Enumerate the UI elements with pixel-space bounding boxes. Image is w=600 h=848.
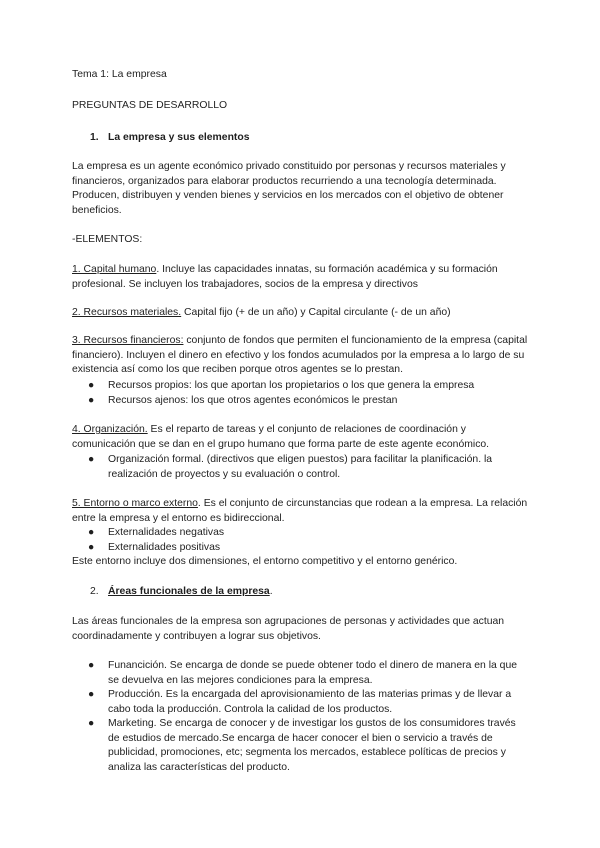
- element-5-bullet-1: Externalidades negativas: [108, 527, 225, 538]
- q1-number: 1.: [90, 132, 99, 143]
- bullet-icon: ●: [88, 395, 95, 406]
- bullet-icon: ●: [88, 542, 95, 553]
- q2-intro: Las áreas funcionales de la empresa son agrupaciones de personas y actividades que actuan coordinadamente y contribuyen a lograr sus objetivos.: [72, 616, 505, 642]
- bullet-icon: ●: [88, 527, 95, 538]
- element-3-text: conjunto de fondos que permiten el funcionamiento de la empresa (capital financiero). Incluyen el dinero en efectivo y los fondos acumulados por la empresa a lo largo de su existencia así como los que reciben porque otros agentes se lo prestan.: [72, 335, 528, 376]
- q2-title-suffix: .: [269, 586, 273, 597]
- bullet-icon: ●: [88, 718, 95, 729]
- element-5-text: . Es el conjunto de circunstancias que rodean a la empresa. La relación entre la empresa y el entorno es bidireccional.: [72, 498, 528, 524]
- element-2-paragraph: [72, 306, 532, 321]
- element-5-label: 5. Entorno o marco externo: [72, 498, 198, 509]
- element-5-paragraph: [72, 497, 532, 526]
- q2-number: 2.: [90, 586, 99, 597]
- bullet-icon: ●: [88, 689, 95, 700]
- elements-heading: -ELEMENTOS:: [72, 234, 143, 245]
- document-title: Tema 1: La empresa: [72, 69, 167, 80]
- element-4-text: Es el reparto de tareas y el conjunto de relaciones de coordinación y comunicación que se dan en el grupo humano que forma parte de este agente económico.: [72, 424, 490, 450]
- element-4-bullet-1: Organización formal. (directivos que eligen puestos) para facilitar la planificación. la realización de proyectos y su evaluación o control.: [108, 454, 493, 480]
- q2-bullet-1: Funancición. Se encarga de donde se puede obtener todo el dinero de manera en la que se devuelva en las mejores condiciones para la empresa.: [108, 660, 517, 686]
- element-1-text: . Incluye las capacidades innatas, su formación académica y su formación profesional. Se incluyen los trabajadores, socios de la empresa y directivos: [72, 264, 498, 290]
- q1-title: La empresa y sus elementos: [108, 132, 250, 143]
- element-5-after: Este entorno incluye dos dimensiones, el entorno competitivo y el entorno genérico.: [72, 556, 458, 567]
- element-3-bullet-2: Recursos ajenos: los que otros agentes económicos le prestan: [108, 395, 398, 406]
- element-4-paragraph: [72, 423, 532, 452]
- bullet-icon: ●: [88, 660, 95, 671]
- element-2-label: 2. Recursos materiales.: [72, 307, 182, 318]
- section-heading: PREGUNTAS DE DESARROLLO: [72, 100, 228, 111]
- q2-title-line: [108, 585, 273, 600]
- element-5-bullet-2: Externalidades positivas: [108, 542, 221, 553]
- element-3-paragraph: [72, 334, 532, 378]
- q2-bullet-3: Marketing. Se encarga de conocer y de investigar los gustos de los consumidores través de estudios de mercado.Se encarga de hacer conocer el bien o servicio a través de publicidad, promociones, etc; segmenta los mercados, establece políticas de precios y analiza las características del producto.: [108, 718, 516, 773]
- element-1-paragraph: [72, 263, 532, 292]
- element-3-label: 3. Recursos financieros:: [72, 335, 184, 346]
- element-2-text: Capital fijo (+ de un año) y Capital circulante (- de un año): [181, 307, 451, 318]
- element-3-bullet-1: Recursos propios: los que aportan los propietarios o los que genera la empresa: [108, 380, 475, 391]
- bullet-icon: ●: [88, 380, 95, 391]
- element-4-label: 4. Organización.: [72, 424, 148, 435]
- q2-bullet-2: Producción. Es la encargada del aprovisionamiento de las materias primas y de llevar a cabo toda la producción. Controla la calidad de los productos.: [108, 689, 512, 715]
- q1-intro: La empresa es un agente económico privado constituido por personas y recursos materiales y financieros, organizados para elaborar productos recurriendo a una tecnología determinada. Producen, distribuyen y venden bienes y servicios en los mercados con el objetivo de obtener beneficios.: [72, 161, 506, 216]
- element-1-label: 1. Capital humano: [72, 264, 157, 275]
- bullet-icon: ●: [88, 454, 95, 465]
- q2-title: Áreas funcionales de la empresa: [108, 586, 270, 597]
